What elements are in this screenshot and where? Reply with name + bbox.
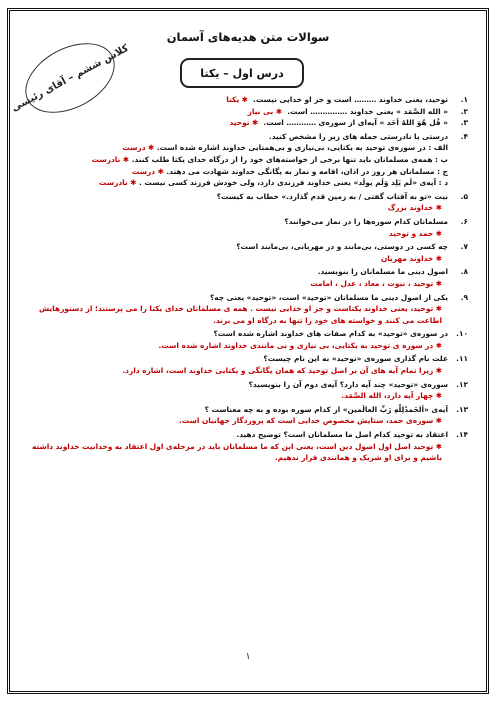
question-number: ۴. <box>460 131 468 141</box>
question-10 <box>26 328 468 340</box>
question-text: علت نام گذاری سوره‌ی «توحید» به این نام چیست؟ <box>263 354 448 364</box>
question-number: ۱۰. <box>456 329 468 339</box>
answer: ✱ نادرست <box>99 178 137 188</box>
question-12 <box>26 379 468 391</box>
question-8 <box>26 266 468 278</box>
question-text: درستی یا نادرستی جمله های زیر را مشخص کنید. <box>268 131 448 141</box>
question-number: ۱۲. <box>456 379 468 389</box>
question-11 <box>26 353 468 365</box>
question-text: بیت «تو به آفتاب گفتی / به زمین قدم گذارد.» خطاب به کیست؟ <box>216 191 448 201</box>
statement-text: ب : همه‌ی مسلمانان باید تنها برخی از خواسته‌های خود را از درگاه خدای یکتا طلب کنند. <box>131 154 448 164</box>
answer: ✱ توحید، یعنی خداوند یکتاست و جز او خدایی نیست . همه ی مسلمانان خدای یکتا را می پرستند؛ از دستورهایش اطاعت می کنند و خواسته های خود را تنها به درگاه او می برند. <box>38 304 442 325</box>
question-text: یکی از اصول دینی ما مسلمانان «توحید» است، «توحید» یعنی چه؟ <box>209 292 448 302</box>
question-2 <box>26 106 468 118</box>
question-5 <box>26 191 468 203</box>
statement-c <box>26 166 468 178</box>
question-text: اصول دینی ما مسلمانان را بنویسید. <box>317 267 448 277</box>
question-1 <box>26 94 468 106</box>
question-number: ۱. <box>460 95 468 104</box>
question-body: « قُل هُوَ اللهُ اَحَد » آیه‌ای از سوره‌ی ………… است. <box>263 118 448 128</box>
question-text <box>26 94 448 106</box>
question-number: ۱۳. <box>456 404 468 414</box>
question-text: اعتقاد به توحید کدام اصل ما مسلمانان است؟ توضیح دهید. <box>236 430 448 440</box>
statement-b <box>26 154 468 166</box>
question-number: ۹. <box>460 292 468 302</box>
answer: ✱ توحید اصل اول اصول دین است، یعنی این که ما مسلمانان باید در مرحله‌ی اول اعتقاد به وحدانیت خداوند داشته باشیم و برای او شریک و همانندی قرار ندهیم. <box>32 441 442 463</box>
statement-d <box>26 177 468 189</box>
answer: ✱ نادرست <box>91 154 130 164</box>
question-text <box>26 117 448 129</box>
question-number: ۳. <box>460 118 468 128</box>
question-text: سوره‌ی «توحید» چند آیه دارد؟ آیه‌ی دوم آن را بنویسید؟ <box>248 379 448 389</box>
question-number: ۷. <box>460 242 468 252</box>
answer: ✱ خداوند بزرگ <box>387 203 442 213</box>
answer: ✱ توحید ، نبوت ، معاد ، عدل ، امامت <box>310 278 442 288</box>
question-text: چه کسی در دوستی، بی‌مانند و در مهربانی، بی‌مانند است؟ <box>236 242 448 252</box>
answer: ✱ چهار آیه دارد، الله الصَّمَد. <box>341 391 442 401</box>
answer: ✱ بی نیاز <box>247 106 283 116</box>
questions-list <box>26 94 468 464</box>
question-text: آیه‌ی «اَلحَمدُلِلّهِ رَبِّ العالَمین» از کدام سوره بوده و به چه معناست ؟ <box>204 404 448 414</box>
answer: ✱ زیرا تمام آیه های آن بر اصل توحید که همان یگانگی و یکتایی خداوند است، اشاره دارد. <box>122 366 442 376</box>
answer: ✱ درست <box>122 143 155 153</box>
question-text: مسلمانان کدام سوره‌ها را در نماز می‌خوانند؟ <box>284 216 448 226</box>
answer: ✱ توحید <box>229 118 259 128</box>
answer: ✱ یکتا <box>226 95 248 104</box>
question-body: توحید، یعنی خداوند ……… است و جز او خدایی نیست. <box>253 95 448 104</box>
answer: ✱ درست <box>131 166 164 176</box>
stamp-text: کلاس ششم – آقای رئیسی <box>9 42 131 114</box>
question-text <box>26 106 448 118</box>
question-6 <box>26 216 468 228</box>
lesson-title: درس اول – یکتا <box>200 66 284 80</box>
page-number: ۱ <box>245 652 251 662</box>
question-number: ۱۱. <box>456 354 468 364</box>
lesson-title-box <box>180 58 304 88</box>
answer: ✱ حمد و توحید <box>388 228 442 238</box>
question-number: ۸. <box>460 267 468 277</box>
statement-text: د : آیه‌ی «لَم یَلِد وَلَم یولَد» یعنی خداوند فرزندی دارد، ولی خودش فرزند کسی نیست . <box>139 178 448 188</box>
question-9 <box>26 292 468 304</box>
answer: ✱ در سوره ی توحید به یکتایی، بی نیازی و بی مانندی خداوند اشاره شده است. <box>158 340 442 350</box>
question-4 <box>26 131 468 143</box>
question-body: « الله الصَّمَد » یعنی خداوند …………… است. <box>287 106 448 116</box>
question-text: در سوره‌ی «توحید» به کدام صفات های خداوند اشاره شده است؟ <box>213 329 448 339</box>
statement-text: الف : در سوره‌ی توحید به یکتایی، بی‌نیازی و بی‌همتایی خداوند اشاره شده است. <box>156 143 448 153</box>
question-13 <box>26 404 468 416</box>
question-number: ۲. <box>460 106 468 116</box>
statement-text: ج : مسلمانان هر روز در اذان، اقامه و نماز به یگانگی خداوند شهادت می دهند. <box>166 166 448 176</box>
answer: ✱ سوره‌ی حمد، ستایش مخصوص خدایی است که پروردگار جهانیان است. <box>178 416 442 426</box>
question-3 <box>26 117 468 129</box>
statement-a <box>26 142 468 154</box>
question-14 <box>26 429 468 441</box>
page-title: سوالات متن هدیه‌های آسمان <box>166 30 330 44</box>
question-number: ۶. <box>460 216 468 226</box>
question-number: ۱۴. <box>456 430 468 440</box>
question-7 <box>26 241 468 253</box>
answer: ✱ خداوند مهربان <box>380 253 442 263</box>
question-number: ۵. <box>460 191 468 201</box>
